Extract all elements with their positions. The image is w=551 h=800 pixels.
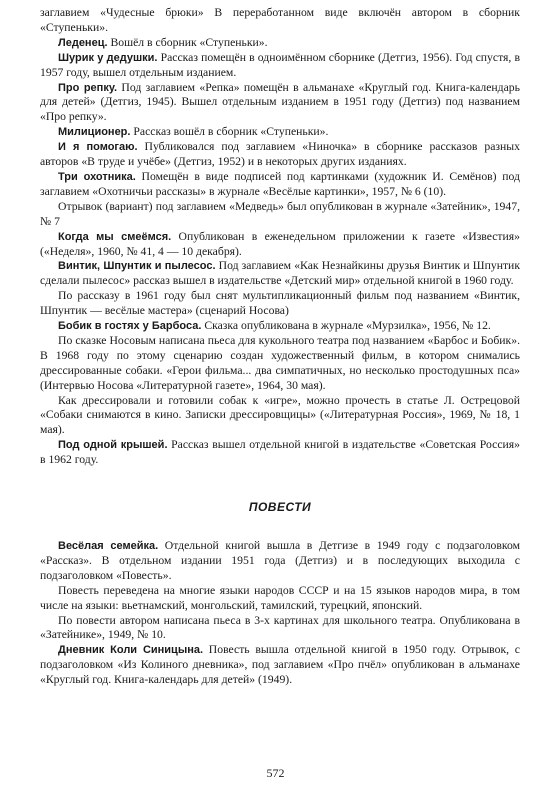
entry-text: Отрывок (вариант) под заглавием «Медведь» был опубликован в журнале «Затейник», 1947, № 7 — [40, 199, 520, 228]
entry-text: Помещён в виде подписей под картинками (художник И. Семёнов) под заглавием «Охотничьи рассказы» в журнале «Весёлые картинки», 1957, № 6 (10). — [40, 169, 520, 198]
entry-text: Рассказ вошёл в сборник «Ступеньки». — [130, 125, 329, 139]
entry-title: Дневник Коли Синицына. — [58, 644, 204, 657]
novella-paragraph — [40, 539, 520, 584]
story-paragraph — [40, 230, 520, 260]
story-paragraph — [40, 51, 520, 81]
entry-text: По рассказу в 1961 году был снят мультипликационный фильм под названием «Винтик, Шпунтик — весёлые мастера» (сценарий Носова) — [40, 289, 520, 318]
entry-text: Публиковался под заглавием «Ниночка» в сборнике рассказов разных авторов «В труде и учёбе» (Детгиз, 1952) и в некоторых других изданиях. — [40, 140, 520, 169]
stories-section — [40, 6, 520, 468]
story-paragraph — [40, 81, 520, 126]
entry-title: Когда мы смеёмся. — [58, 230, 172, 243]
story-paragraph — [40, 319, 520, 334]
entry-title: Винтик, Шпунтик и пылесос. — [58, 260, 216, 273]
story-paragraph — [40, 259, 520, 289]
novellas-section — [40, 539, 520, 688]
page-body — [40, 6, 520, 688]
novella-paragraph — [40, 614, 520, 644]
entry-text: Под заглавием «Репка» помещён в альманахе «Круглый год. Книга-календарь для детей» (Детгиз, 1945). Вышел отдельным изданием в 1951 году (Детгиз) под названием «Про репку». — [40, 80, 520, 124]
entry-title: И я помогаю. — [58, 141, 138, 154]
entry-text: Опубликован в еженедельном приложении к газете «Известия» («Неделя», 1960, № 41, 4 — 10 декабря). — [40, 229, 521, 258]
entry-title: Бобик в гостях у Барбоса. — [58, 320, 202, 333]
novella-paragraph — [40, 584, 520, 614]
story-paragraph — [40, 394, 520, 439]
section-heading: ПОВЕСТИ — [248, 500, 312, 515]
entry-text: Рассказ вышел отдельной книгой в издательстве «Советская Россия» в 1962 году. — [40, 438, 520, 467]
entry-title: Милиционер. — [58, 126, 131, 139]
entry-text: По сказке Носовым написана пьеса для кукольного театра под названием «Барбос и Бобик». В 1968 году по этому сценарию создан художественный фильм, в котором снимались дрессированные собаки. «Герои фильма... два симпатичных, но несколько простодушных пса» (Интервью Носова «Литературной газете», 1964, 30 мая). — [40, 333, 520, 392]
entry-title: Леденец. — [58, 36, 108, 49]
entry-text: Под заглавием «Как Незнайкины друзья Винтик и Шпунтик сделали пылесос» рассказ вышел в издательстве «Детский мир» отдельной книгой в 1960 году. — [40, 259, 520, 288]
entry-title: Шурик у дедушки. — [58, 51, 158, 64]
entry-title: Весёлая семейка. — [58, 540, 159, 552]
page-number: 572 — [266, 766, 285, 780]
story-paragraph — [40, 200, 520, 230]
entry-title: Три охотника. — [58, 170, 136, 183]
entry-text: Вошёл в сборник «Ступеньки». — [107, 35, 268, 49]
entry-text: Повесть вышла отдельной книгой в 1950 году. Отрывок, с подзаголовком «Из Колиного дневника», под заглавием «Про пчёл» опубликован в альманахе «Круглый год. Книга-календарь для детей» (1949). — [40, 643, 520, 687]
entry-text: заглавием «Чудесные брюки» В переработанном виде включён автором в сборник «Ступеньки». — [40, 6, 520, 34]
entry-title: Про репку. — [58, 81, 118, 94]
entry-text: Рассказ помещён в одноимённом сборнике (Детгиз, 1956). Год спустя, в 1957 году, вышел отдельным изданием. — [40, 50, 520, 79]
entry-text: По повести автором написана пьеса в 3-х картинах для школьного театра. Опубликована в «Затейнике», 1949, № 10. — [40, 613, 520, 642]
story-paragraph — [40, 36, 520, 51]
entry-title: Под одной крышей. — [58, 439, 168, 452]
story-paragraph — [40, 125, 520, 140]
entry-text: Повесть переведена на многие языки народов СССР и на 15 языков народов мира, в том числе на языки: вьетнамский, монгольский, тамилский, турецкий, японский. — [40, 583, 520, 612]
story-paragraph — [40, 438, 520, 468]
novella-paragraph — [40, 643, 520, 688]
story-paragraph — [40, 334, 520, 394]
entry-text: Как дрессировали и готовили собак к «игре», можно прочесть в статье Л. Острецовой «Собаки снимаются в кино. Записки дрессировщицы» («Литературная Россия», 1969, № 18, 1 мая). — [40, 393, 520, 437]
entry-text: Сказка опубликована в журнале «Мурзилка», 1956, № 12. — [201, 319, 491, 333]
story-paragraph — [40, 170, 520, 200]
story-paragraph — [40, 6, 520, 36]
story-paragraph — [40, 289, 520, 319]
entry-text: Отдельной книгой вышла в Детгизе в 1949 году с подзаголовком «Рассказ». В отдельном издании 1951 года (Детгиз) и в последующих выходила с подзаголовком «Повесть». — [40, 539, 520, 582]
story-paragraph — [40, 140, 520, 170]
